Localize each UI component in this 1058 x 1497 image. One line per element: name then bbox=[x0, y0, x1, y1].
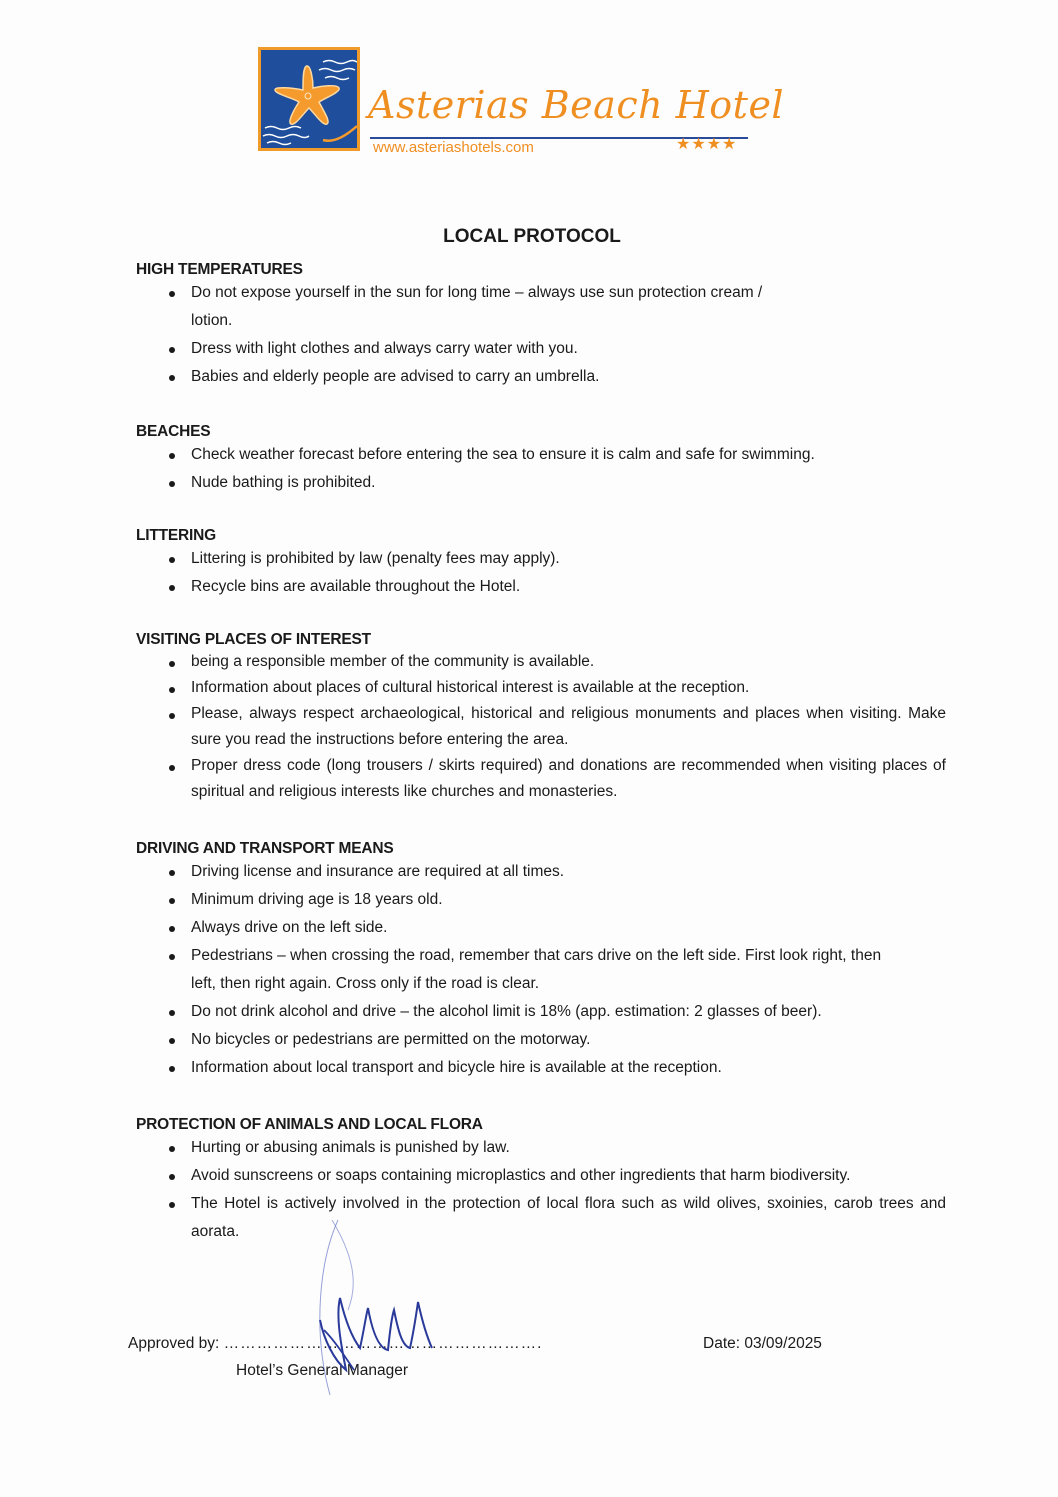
bullet-list bbox=[136, 858, 946, 1082]
list-item: Driving license and insurance are required at all times. bbox=[136, 858, 946, 886]
list-item: Babies and elderly people are advised to carry an umbrella. bbox=[136, 363, 946, 391]
bullet-icon bbox=[169, 347, 175, 353]
approved-label: Approved by: bbox=[128, 1335, 220, 1352]
bullet-icon bbox=[169, 1174, 175, 1180]
list-item: Avoid sunscreens or soaps containing microplastics and other ingredients that harm biodiversity. bbox=[136, 1162, 946, 1190]
section-littering bbox=[136, 527, 946, 601]
list-item: Please, always respect archaeological, historical and religious monuments and places when visiting. Make sure you read the instructions before entering the area. bbox=[136, 701, 946, 753]
section-heading: PROTECTION OF ANIMALS AND LOCAL FLORA bbox=[136, 1116, 483, 1133]
list-item: The Hotel is actively involved in the protection of local flora such as wild olives, sxoinies, carob trees and aorata. bbox=[136, 1190, 946, 1246]
section-animals-flora bbox=[136, 1116, 946, 1246]
bullet-icon bbox=[169, 687, 175, 693]
list-item: Do not expose yourself in the sun for long time – always use sun protection cream / lotion. bbox=[136, 279, 946, 335]
bullet-icon bbox=[169, 481, 175, 487]
section-heading: LITTERING bbox=[136, 527, 216, 544]
list-item: being a responsible member of the community is available. bbox=[136, 649, 946, 675]
list-item: No bicycles or pedestrians are permitted on the motorway. bbox=[136, 1026, 946, 1054]
bullet-icon bbox=[169, 557, 175, 563]
bullet-icon bbox=[169, 661, 175, 667]
bullet-icon bbox=[169, 954, 175, 960]
bullet-list bbox=[136, 649, 946, 805]
bullet-icon bbox=[169, 898, 175, 904]
list-item: Minimum driving age is 18 years old. bbox=[136, 886, 946, 914]
bullet-icon bbox=[169, 291, 175, 297]
section-heading: BEACHES bbox=[136, 423, 211, 440]
bullet-icon bbox=[169, 585, 175, 591]
signature-line: …………………………………………………. bbox=[223, 1335, 543, 1352]
bullet-list bbox=[136, 1134, 946, 1246]
bullet-icon bbox=[169, 926, 175, 932]
list-item: Information about places of cultural historical interest is available at the reception. bbox=[136, 675, 946, 701]
bullet-icon bbox=[169, 453, 175, 459]
page-title: LOCAL PROTOCOL bbox=[443, 226, 621, 247]
approved-by-line bbox=[128, 1335, 542, 1353]
section-driving-transport bbox=[136, 840, 946, 1082]
list-item: Do not drink alcohol and drive – the alcohol limit is 18% (app. estimation: 2 glasses of beer). bbox=[136, 998, 946, 1026]
star-rating-icon: ★★★★ bbox=[676, 136, 738, 153]
section-high-temperatures bbox=[136, 261, 946, 391]
section-heading: DRIVING AND TRANSPORT MEANS bbox=[136, 840, 394, 857]
list-item: Dress with light clothes and always carry water with you. bbox=[136, 335, 946, 363]
list-item: Nude bathing is prohibited. bbox=[136, 469, 946, 497]
list-item: Hurting or abusing animals is punished by law. bbox=[136, 1134, 946, 1162]
list-item: Check weather forecast before entering the sea to ensure it is calm and safe for swimming. bbox=[136, 441, 946, 469]
signatory-role: Hotel’s General Manager bbox=[236, 1362, 409, 1379]
hotel-logo bbox=[258, 47, 785, 157]
bullet-list bbox=[136, 441, 946, 497]
list-item: Pedestrians – when crossing the road, remember that cars drive on the left side. First look right, then left, then right again. Cross only if the road is clear. bbox=[136, 942, 946, 998]
section-visiting-places bbox=[136, 631, 946, 805]
hotel-website: www.asteriashotels.com bbox=[373, 139, 534, 156]
bullet-list bbox=[136, 279, 946, 391]
list-item: Recycle bins are available throughout the Hotel. bbox=[136, 573, 946, 601]
section-heading: HIGH TEMPERATURES bbox=[136, 261, 303, 278]
bullet-icon bbox=[169, 1066, 175, 1072]
list-item: Information about local transport and bicycle hire is available at the reception. bbox=[136, 1054, 946, 1082]
hotel-name: Asterias Beach Hotel bbox=[368, 83, 785, 127]
bullet-list bbox=[136, 545, 946, 601]
list-item: Proper dress code (long trousers / skirts required) and donations are recommended when visiting places of spiritual and religious interests like churches and monasteries. bbox=[136, 753, 946, 805]
bullet-icon bbox=[169, 870, 175, 876]
starfish-logo-icon bbox=[258, 47, 360, 151]
bullet-icon bbox=[169, 1010, 175, 1016]
bullet-icon bbox=[169, 765, 175, 771]
bullet-icon bbox=[169, 1038, 175, 1044]
bullet-icon bbox=[169, 1146, 175, 1152]
list-item: Always drive on the left side. bbox=[136, 914, 946, 942]
bullet-icon bbox=[169, 375, 175, 381]
bullet-icon bbox=[169, 1202, 175, 1208]
section-heading: VISITING PLACES OF INTEREST bbox=[136, 631, 371, 648]
approval-date: Date: 03/09/2025 bbox=[703, 1335, 822, 1352]
bullet-icon bbox=[169, 713, 175, 719]
list-item: Littering is prohibited by law (penalty fees may apply). bbox=[136, 545, 946, 573]
section-beaches bbox=[136, 423, 946, 497]
